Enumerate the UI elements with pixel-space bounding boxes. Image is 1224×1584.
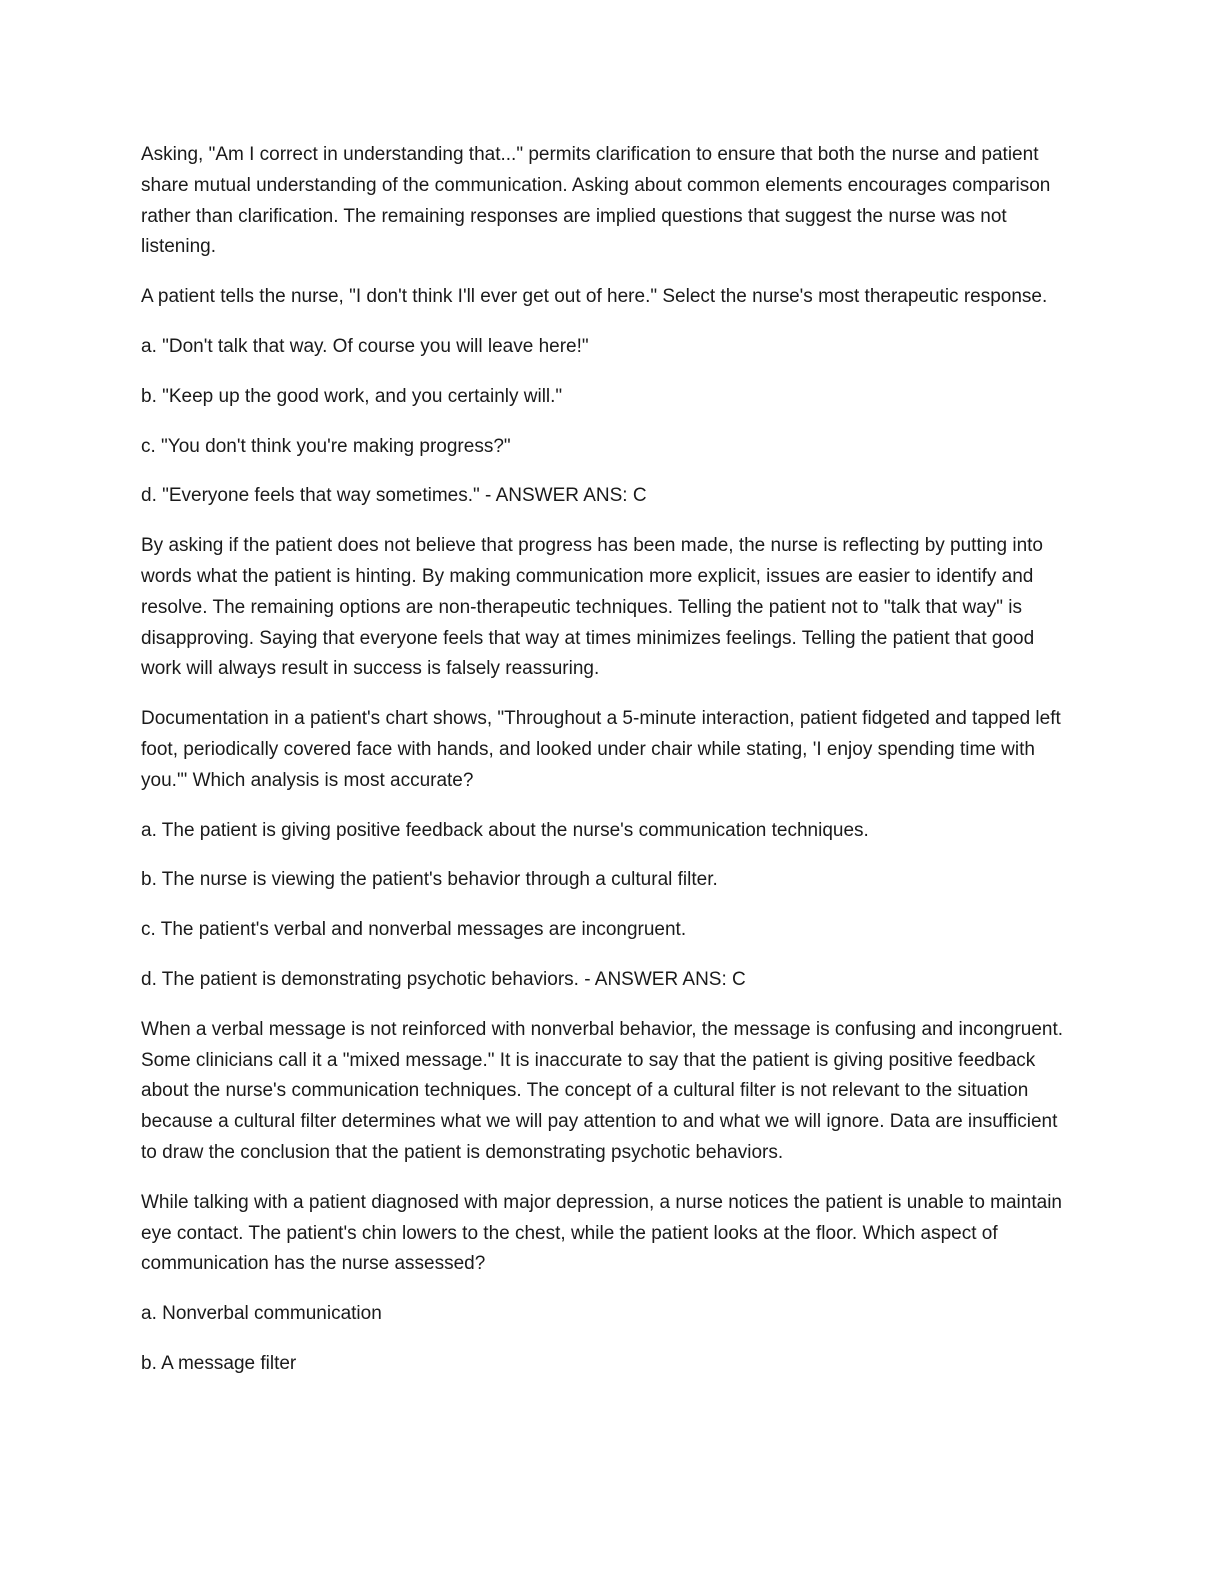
option-c: c. "You don't think you're making progress?" — [141, 435, 511, 457]
question-chart-documentation: Documentation in a patient's chart shows, "Throughout a 5-minute interaction, patient fidgeted and tapped left foot, periodically covered face with hands, and looked under chair while stating, 'I enjoy spending time with you.'" Which analysis is most accurate? — [141, 708, 1061, 791]
question-depression-communication: While talking with a patient diagnosed with major depression, a nurse notices the patient is unable to maintain eye contact. The patient's chin lowers to the chest, while the patient looks at the floor. Which aspect of communication has the nurse assessed? — [141, 1191, 1062, 1275]
option-a: a. The patient is giving positive feedback about the nurse's communication techniques. — [141, 819, 869, 841]
paragraph-explanation-reflecting: By asking if the patient does not believe that progress has been made, the nurse is reflecting by putting into words what the patient is hinting. By making communication more explicit, issues are easier to identify and resolve. The remaining options are non-therapeutic techniques. Telling the patient not to "talk that way" is disapproving. Saying that everyone feels that way at times minimizes feelings. Telling the patient that good work will always result in success is falsely reassuring. — [141, 535, 1043, 680]
option-d-with-answer: d. The patient is demonstrating psychotic behaviors. - ANSWER ANS: C — [141, 968, 746, 990]
paragraph-explanation-clarification: Asking, "Am I correct in understanding that..." permits clarification to ensure that both the nurse and patient share mutual understanding of the communication. Asking about common elements encourages comparison rather than clarification. The remaining responses are implied questions that suggest the nurse was not listening. — [141, 144, 1051, 258]
option-a: a. Nonverbal communication — [141, 1303, 382, 1325]
option-c: c. The patient's verbal and nonverbal messages are incongruent. — [141, 919, 687, 941]
document-body — [141, 140, 1076, 1399]
option-b: b. A message filter — [141, 1352, 297, 1374]
option-b: b. The nurse is viewing the patient's behavior through a cultural filter. — [141, 869, 718, 891]
option-a: a. "Don't talk that way. Of course you will leave here!" — [141, 335, 589, 357]
paragraph-explanation-incongruent: When a verbal message is not reinforced with nonverbal behavior, the message is confusing and incongruent. Some clinicians call it a "mixed message." It is inaccurate to say that the patient is giving positive feedback about the nurse's communication techniques. The concept of a cultural filter is not relevant to the situation because a cultural filter determines what we will pay attention to and what we will ignore. Data are insufficient to draw the conclusion that the patient is demonstrating psychotic behaviors. — [141, 1018, 1064, 1163]
option-b: b. "Keep up the good work, and you certainly will." — [141, 385, 563, 407]
option-d-with-answer: d. "Everyone feels that way sometimes." - ANSWER ANS: C — [141, 485, 647, 507]
question-therapeutic-response: A patient tells the nurse, "I don't think I'll ever get out of here." Select the nurse's most therapeutic response. — [141, 286, 1048, 308]
